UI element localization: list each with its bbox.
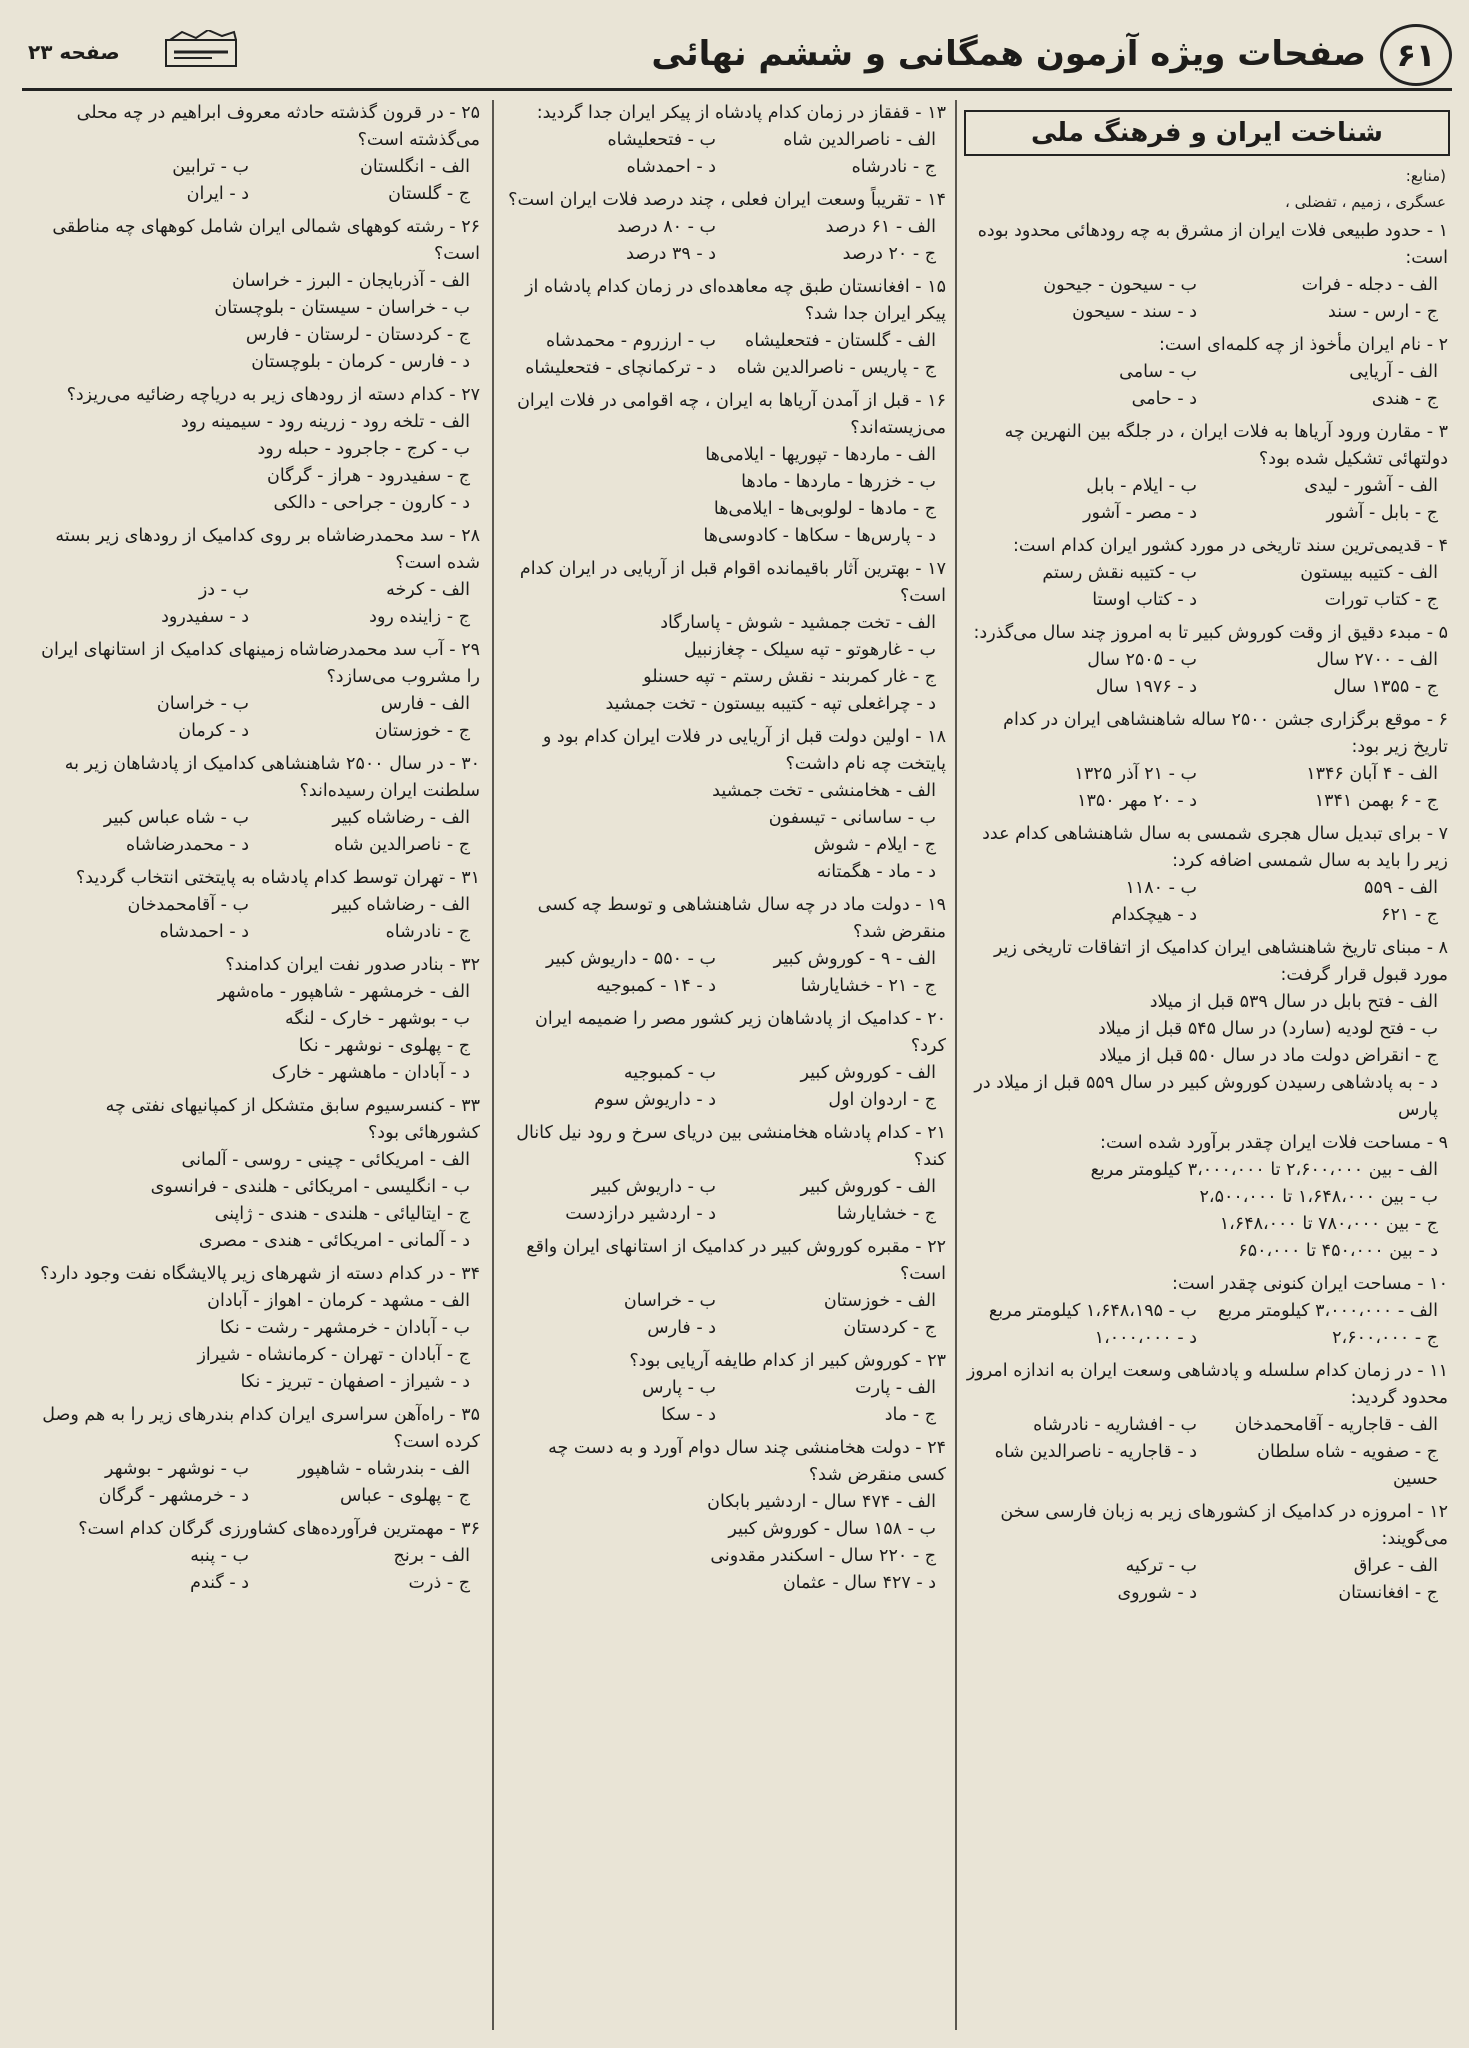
- question-options: [966, 560, 1448, 614]
- question-options: [966, 1157, 1448, 1265]
- question-text: ۱۳ - قفقاز در زمان کدام پادشاه از پیکر ایران جدا گردید:: [536, 103, 946, 123]
- question-text: ۲۷ - کدام دسته از رودهای زیر به دریاچه رضائیه می‌ریزد؟: [66, 385, 480, 405]
- column-divider: [955, 100, 957, 2030]
- answer-option: ج - ناصرالدین شاه: [334, 835, 470, 855]
- question-options: [506, 1375, 946, 1429]
- answer-option: الف - کوروش کبیر: [800, 1063, 936, 1083]
- answer-option: ج - آبادان - تهران - کرمانشاه - شیراز: [197, 1345, 470, 1365]
- answer-option: ب - خراسان: [156, 694, 249, 714]
- question-item: [506, 1348, 946, 1429]
- answer-option: د - پارس‌ها - سکاها - کادوسی‌ها: [703, 526, 936, 546]
- question-options: [38, 892, 480, 946]
- question-text: ۷ - برای تبدیل سال هجری شمسی به سال شاهنشاهی کدام عدد زیر را باید به سال شمسی اضافه کرد:: [982, 824, 1448, 871]
- answer-option: ب - ساسانی - تیسفون: [768, 808, 936, 828]
- question-options: [506, 1174, 946, 1228]
- question-item: [506, 1006, 946, 1114]
- answer-option: ج - افغانستان: [1338, 1583, 1438, 1603]
- question-options: [38, 1147, 480, 1255]
- question-text: ۲۱ - کدام پادشاه هخامنشی بین دریای سرخ و رود نیل کانال کند؟: [516, 1123, 946, 1170]
- question-options: [966, 647, 1448, 701]
- question-item: [506, 724, 946, 886]
- page-label: صفحه ۲۳: [28, 40, 120, 64]
- question-text: ۱۲ - امروزه در کدامیک از کشورهای زیر به زبان فارسی سخن می‌گویند:: [1000, 1502, 1448, 1549]
- answer-option: ج - ماد: [884, 1405, 936, 1425]
- question-item: [38, 100, 480, 208]
- question-text: ۴ - قدیمی‌ترین سند تاریخی در مورد کشور ایران کدام است:: [1013, 536, 1448, 556]
- answer-option: ج - ۲۲۰ سال - اسکندر مقدونی: [710, 1546, 936, 1566]
- answer-option: الف - هخامنشی - تخت جمشید: [712, 781, 936, 801]
- answer-option: الف - ۴ آبان ۱۳۴۶: [1306, 764, 1438, 784]
- answer-option: الف - تلخه رود - زرینه رود - سیمینه رود: [180, 412, 470, 432]
- question-item: [966, 935, 1448, 1124]
- answer-option: ب - ترکیه: [1125, 1556, 1197, 1576]
- answer-option: ب - افشاریه - نادرشاه: [1033, 1415, 1197, 1435]
- question-item: [38, 1093, 480, 1255]
- answer-option: الف - ۴۷۴ سال - اردشیر بابکان: [707, 1492, 936, 1512]
- question-item: [506, 1234, 946, 1342]
- answer-option: ج - انقراض دولت ماد در سال ۵۵۰ قبل از میلاد: [1098, 1046, 1438, 1066]
- answer-option: ب - ارزروم - محمدشاه: [546, 331, 716, 351]
- question-text: ۵ - مبدء دقیق از وقت کوروش کبیر تا به امروز چند سال می‌گذرد:: [973, 623, 1448, 643]
- answer-option: ب - پارس: [642, 1378, 716, 1398]
- answer-option: الف - خرمشهر - شاهپور - ماه‌شهر: [217, 982, 470, 1002]
- question-options: [506, 1489, 946, 1597]
- answer-option: د - سفیدرود: [161, 607, 249, 627]
- answer-option: د - محمدرضاشاه: [125, 835, 249, 855]
- question-item: [506, 274, 946, 382]
- question-item: [506, 556, 946, 718]
- answer-option: ج - نادرشاه: [851, 157, 936, 177]
- question-text: ۳۳ - کنسرسیوم سابق متشکل از کمپانیهای نفتی چه کشورهائی بود؟: [105, 1096, 480, 1143]
- question-text: ۸ - مبنای تاریخ شاهنشاهی ایران کدامیک از اتفاقات تاریخی زیر مورد قبول قرار گرفت:: [994, 938, 1448, 985]
- answer-option: ب - بین ۱،۶۴۸،۰۰۰ تا ۲،۵۰۰،۰۰۰: [1199, 1187, 1438, 1207]
- answer-option: ج - هندی: [1371, 389, 1438, 409]
- answer-option: ب - انگلیسی - امریکائی - هلندی - فرانسوی: [150, 1177, 470, 1197]
- question-text: ۱۵ - افغانستان طبق چه معاهده‌ای در زمان کدام پادشاه از پیکر ایران جدا شد؟: [525, 277, 946, 324]
- answer-option: ب - ایلام - بابل: [1086, 476, 1197, 496]
- answer-option: ج - خوزستان: [374, 721, 470, 741]
- answer-option: ج - سفیدرود - هراز - گرگان: [267, 466, 470, 486]
- answer-option: الف - کوروش کبیر: [800, 1177, 936, 1197]
- question-text: ۳۴ - در کدام دسته از شهرهای زیر پالایشگاه نفت وجود دارد؟: [40, 1264, 480, 1284]
- answer-option: ب - ۲۵۰۵ سال: [1087, 650, 1197, 670]
- question-options: [966, 473, 1448, 527]
- answer-option: ب - کمبوجیه: [623, 1063, 716, 1083]
- answer-option: الف - ۳،۰۰۰،۰۰۰ کیلومتر مربع: [1218, 1301, 1438, 1321]
- answer-option: د - ۱،۰۰۰،۰۰۰: [1094, 1328, 1197, 1348]
- section-title: شناخت ایران و فرهنگ ملی: [964, 110, 1450, 156]
- question-options: [506, 442, 946, 550]
- question-text: ۳ - مقارن ورود آریاها به فلات ایران ، در جلگه بین النهرین چه دولتهائی تشکیل شده بود؟: [1004, 422, 1448, 469]
- question-item: [38, 1261, 480, 1396]
- answer-option: ج - بین ۷۸۰،۰۰۰ تا ۱،۶۴۸،۰۰۰: [1219, 1214, 1438, 1234]
- answer-option: ج - گلستان: [388, 184, 470, 204]
- question-text: ۲۰ - کدامیک از پادشاهان زیر کشور مصر را ضمیمه ایران کرد؟: [535, 1009, 946, 1056]
- question-item: [966, 1358, 1448, 1493]
- question-text: ۹ - مساحت فلات ایران چقدر برآورد شده است:: [1100, 1133, 1448, 1153]
- answer-option: د - اردشیر درازدست: [565, 1204, 716, 1224]
- question-options: [38, 1288, 480, 1396]
- answer-option: ب - پنبه: [190, 1546, 249, 1566]
- question-item: [966, 1271, 1448, 1352]
- answer-option: ب - ۸۰ درصد: [617, 217, 716, 237]
- masthead-emblem-icon: [162, 30, 240, 74]
- answer-option: ب - شاه عباس کبیر: [103, 808, 249, 828]
- answer-option: د - شیراز - اصفهان - تبریز - نکا: [240, 1372, 470, 1392]
- answer-option: ب - ۵۵۰ - داریوش کبیر: [545, 949, 716, 969]
- answer-option: ب - نوشهر - بوشهر: [105, 1459, 249, 1479]
- answer-option: الف - آریایی: [1349, 362, 1438, 382]
- page-number-badge: ۶۱: [1380, 24, 1452, 86]
- answer-option: الف - خوزستان: [823, 1291, 936, 1311]
- question-options: [506, 946, 946, 1000]
- answer-option: الف - عراق: [1353, 1556, 1438, 1576]
- answer-option: ج - پهلوی - نوشهر - نکا: [298, 1036, 470, 1056]
- answer-option: د - ایران: [186, 184, 249, 204]
- answer-option: ب - کرج - جاجرود - حبله رود: [257, 439, 470, 459]
- question-text: ۱۹ - دولت ماد در چه سال شاهنشاهی و توسط چه کسی منقرض شد؟: [537, 895, 946, 942]
- question-options: [966, 989, 1448, 1124]
- question-options: [38, 154, 480, 208]
- answer-option: الف - آشور - لیدی: [1304, 476, 1438, 496]
- question-options: [38, 577, 480, 631]
- answer-option: الف - ۵۵۹: [1364, 878, 1438, 898]
- answer-option: د - ترکمانچای - فتحعلیشاه: [525, 358, 716, 378]
- answer-option: د - آلمانی - امریکائی - هندی - مصری: [198, 1231, 470, 1251]
- question-text: ۲۹ - آب سد محمدرضاشاه زمینهای کدامیک از استانهای ایران را مشروب می‌سازد؟: [41, 640, 480, 687]
- answer-option: د - خرمشهر - گرگان: [98, 1486, 249, 1506]
- answer-option: د - ۱۴ - کمبوجیه: [596, 976, 716, 996]
- question-options: [38, 409, 480, 517]
- answer-option: ج - زاینده رود: [369, 607, 470, 627]
- answer-option: د - کتاب اوستا: [1092, 590, 1197, 610]
- question-text: ۲۳ - کوروش کبیر از کدام طایفه آریایی بود؟: [629, 1351, 946, 1371]
- answer-option: ج - مادها - لولوبی‌ها - ایلامی‌ها: [713, 499, 936, 519]
- answer-option: ج - ایتالیائی - هلندی - هندی - ژاپنی: [214, 1204, 470, 1224]
- answer-option: ب - خزرها - ماردها - مادها: [741, 472, 936, 492]
- answer-option: ج - ارس - سند: [1328, 302, 1438, 322]
- column-left: [34, 100, 484, 2030]
- answer-option: ج - ۲۱ - خشایارشا: [800, 976, 936, 996]
- question-options: [38, 805, 480, 859]
- question-item: [506, 892, 946, 1000]
- answer-option: ب - ۱۱۸۰: [1125, 878, 1197, 898]
- question-item: [38, 637, 480, 745]
- question-options: [506, 214, 946, 268]
- question-options: [38, 691, 480, 745]
- question-item: [506, 388, 946, 550]
- question-item: [966, 620, 1448, 701]
- question-item: [966, 821, 1448, 929]
- page-title: صفحات ویژه آزمون همگانی و ششم نهائی: [651, 34, 1366, 74]
- question-item: [966, 1130, 1448, 1265]
- page-header: [22, 24, 1452, 91]
- question-text: ۱۷ - بهترین آثار باقیمانده اقوام قبل از آریایی در ایران کدام است؟: [519, 559, 946, 606]
- answer-option: د - ۱۹۷۶ سال: [1095, 677, 1197, 697]
- question-item: [38, 865, 480, 946]
- answer-option: ب - خراسان: [623, 1291, 716, 1311]
- answer-option: د - ۳۹ درصد: [626, 244, 716, 264]
- answer-option: ب - ۲۱ آذر ۱۳۲۵: [1074, 764, 1197, 784]
- answer-option: د - ۴۲۷ سال - عثمان: [782, 1573, 936, 1593]
- answer-option: الف - فارس: [380, 694, 470, 714]
- answer-option: الف - ۲۷۰۰ سال: [1316, 650, 1438, 670]
- answer-option: ب - غارهوتو - تپه سیلک - چغازنبیل: [683, 640, 936, 660]
- answer-option: د - چراغعلی تپه - کتیبه بیستون - تخت جمشید: [605, 694, 936, 714]
- answer-option: د - کارون - جراحی - دالکی: [273, 493, 470, 513]
- question-item: [966, 419, 1448, 527]
- answer-option: د - احمدشاه: [159, 922, 249, 942]
- answer-option: ج - پهلوی - عباس: [339, 1486, 470, 1506]
- question-item: [38, 523, 480, 631]
- question-text: ۲۶ - رشته کوههای شمالی ایران شامل کوههای چه مناطقی است؟: [52, 217, 480, 264]
- column-divider: [492, 100, 494, 2030]
- question-options: [966, 272, 1448, 326]
- question-options: [966, 1298, 1448, 1352]
- answer-option: ج - کردستان - لرستان - فارس: [245, 325, 470, 345]
- answer-option: ج - اردوان اول: [828, 1090, 936, 1110]
- question-options: [506, 127, 946, 181]
- answer-option: الف - پارت: [855, 1378, 936, 1398]
- question-item: [38, 751, 480, 859]
- answer-option: الف - گلستان - فتحعلیشاه: [745, 331, 936, 351]
- question-item: [38, 382, 480, 517]
- answer-option: د - حامی: [1131, 389, 1197, 409]
- column-middle: [502, 100, 950, 2030]
- question-text: ۱۰ - مساحت ایران کنونی چقدر است:: [1172, 1274, 1448, 1294]
- question-item: [506, 187, 946, 268]
- answer-option: الف - رضاشاه کبیر: [332, 808, 470, 828]
- question-options: [38, 268, 480, 376]
- column-right: [962, 100, 1452, 2030]
- answer-option: الف - کرخه: [386, 580, 470, 600]
- answer-option: الف - بندرشاه - شاهپور: [297, 1459, 470, 1479]
- question-options: [38, 1456, 480, 1510]
- question-text: ۲ - نام ایران مأخوذ از چه کلمه‌ای است:: [1158, 335, 1448, 355]
- answer-option: الف - ۹ - کوروش کبیر: [773, 949, 936, 969]
- question-item: [966, 707, 1448, 815]
- answer-option: ب - کتیبه نقش رستم: [1042, 563, 1197, 583]
- answer-option: د - شوروی: [1117, 1583, 1197, 1603]
- question-text: ۱ - حدود طبیعی فلات ایران از مشرق به چه رودهائی محدود بوده است:: [977, 221, 1448, 268]
- question-options: [506, 610, 946, 718]
- answer-option: ب - خراسان - سیستان - بلوچستان: [214, 298, 470, 318]
- answer-option: د - ۲۰ مهر ۱۳۵۰: [1077, 791, 1197, 811]
- answer-option: ب - آبادان - خرمشهر - رشت - نکا: [219, 1318, 470, 1338]
- question-item: [966, 533, 1448, 614]
- question-options: [966, 761, 1448, 815]
- answer-option: ج - نادرشاه: [385, 922, 470, 942]
- question-options: [966, 1412, 1448, 1493]
- answer-option: الف - ۶۱ درصد: [825, 217, 936, 237]
- answer-option: د - قاجاریه - ناصرالدین شاه: [994, 1442, 1197, 1462]
- question-options: [38, 1543, 480, 1597]
- question-item: [506, 100, 946, 181]
- answer-option: الف - فتح بابل در سال ۵۳۹ قبل از میلاد: [1149, 992, 1438, 1012]
- question-options: [506, 778, 946, 886]
- answer-option: ب - فتح لودیه (سارد) در سال ۵۴۵ قبل از میلاد: [1098, 1019, 1438, 1039]
- source-label: (منابع:: [1405, 167, 1446, 185]
- answer-option: ج - کردستان: [843, 1318, 936, 1338]
- question-options: [506, 1288, 946, 1342]
- question-item: [966, 1499, 1448, 1607]
- answer-option: الف - امریکائی - چینی - روسی - آلمانی: [181, 1150, 470, 1170]
- answer-option: د - داریوش سوم: [594, 1090, 716, 1110]
- answer-option: ج - پاریس - ناصرالدین شاه: [736, 358, 936, 378]
- question-text: ۳۵ - راه‌آهن سراسری ایران کدام بندرهای زیر را به هم وصل کرده است؟: [42, 1405, 480, 1452]
- answer-option: ب - ۱۵۸ سال - کوروش کبیر: [728, 1519, 936, 1539]
- answer-option: الف - دجله - فرات: [1301, 275, 1438, 295]
- answer-option: ب - سامی: [1119, 362, 1197, 382]
- question-text: ۲۲ - مقبره کوروش کبیر در کدامیک از استانهای ایران واقع است؟: [526, 1237, 946, 1284]
- answer-option: د - به پادشاهی رسیدن کوروش کبیر در سال ۵۵۹ قبل از میلاد در پارس: [974, 1073, 1438, 1120]
- answer-option: د - سند - سیحون: [1072, 302, 1197, 322]
- answer-option: د - مصر - آشور: [1083, 503, 1197, 523]
- answer-option: ب - بوشهر - خارک - لنگه: [284, 1009, 470, 1029]
- answer-option: الف - ناصرالدین شاه: [783, 130, 936, 150]
- question-options: [966, 875, 1448, 929]
- question-text: ۱۶ - قبل از آمدن آریاها به ایران ، چه اقوامی در فلات ایران می‌زیسته‌اند؟: [517, 391, 946, 438]
- answer-option: الف - قاجاریه - آقامحمدخان: [1234, 1415, 1438, 1435]
- question-text: ۲۵ - در قرون گذشته حادثه معروف ابراهیم در چه محلی می‌گذشته است؟: [76, 103, 480, 150]
- answer-option: ب - دز: [198, 580, 249, 600]
- question-options: [38, 979, 480, 1087]
- question-text: ۳۰ - در سال ۲۵۰۰ شاهنشاهی کدامیک از پادشاهان زیر به سلطنت ایران رسیده‌اند؟: [64, 754, 480, 801]
- answer-option: ج - کتاب تورات: [1324, 590, 1438, 610]
- question-options: [966, 1553, 1448, 1607]
- answer-option: د - هیچکدام: [1111, 905, 1197, 925]
- question-text: ۱۱ - در زمان کدام سلسله و پادشاهی وسعت ایران به اندازه امروز محدود گردید:: [966, 1361, 1448, 1408]
- answer-option: ج - ایلام - شوش: [813, 835, 936, 855]
- answer-option: ج - بابل - آشور: [1326, 503, 1438, 523]
- answer-option: ج - غار کمربند - نقش رستم - تپه حسنلو: [643, 667, 936, 687]
- answer-option: ج - ذرت: [408, 1573, 470, 1593]
- question-text: ۲۸ - سد محمدرضاشاه بر روی کدامیک از رودهای زیر بسته شده است؟: [55, 526, 480, 573]
- answer-option: د - فارس: [647, 1318, 716, 1338]
- answer-option: الف - انگلستان: [359, 157, 470, 177]
- question-text: ۲۴ - دولت هخامنشی چند سال دوام آورد و به دست چه کسی منقرض شد؟: [548, 1438, 946, 1485]
- question-item: [38, 214, 480, 376]
- answer-option: ج - ۶ بهمن ۱۳۴۱: [1314, 791, 1438, 811]
- answer-option: الف - آذربایجان - البرز - خراسان: [231, 271, 470, 291]
- answer-option: ب - فتحعلیشاه: [607, 130, 716, 150]
- question-text: ۳۶ - مهمترین فرآورده‌های کشاورزی گرگان کدام است؟: [78, 1519, 480, 1539]
- question-item: [38, 1516, 480, 1597]
- answer-option: ب - داریوش کبیر: [591, 1177, 716, 1197]
- question-text: ۶ - موقع برگزاری جشن ۲۵۰۰ ساله شاهنشاهی ایران در کدام تاریخ زیر بود:: [1003, 710, 1448, 757]
- question-item: [966, 332, 1448, 413]
- question-item: [38, 1402, 480, 1510]
- answer-option: ج - ۲،۶۰۰،۰۰۰: [1332, 1328, 1438, 1348]
- answer-option: الف - بین ۲،۶۰۰،۰۰۰ تا ۳،۰۰۰،۰۰۰ کیلومتر مربع: [1090, 1160, 1438, 1180]
- question-text: ۱۴ - تقریباً وسعت ایران فعلی ، چند درصد فلات ایران است؟: [508, 190, 946, 210]
- question-options: [966, 359, 1448, 413]
- answer-option: ج - خشایارشا: [836, 1204, 936, 1224]
- question-item: [506, 1120, 946, 1228]
- answer-option: د - سکا: [661, 1405, 716, 1425]
- answer-option: د - کرمان: [178, 721, 249, 741]
- question-item: [506, 1435, 946, 1597]
- question-text: ۱۸ - اولین دولت قبل از آریایی در فلات ایران کدام بود و پایتخت چه نام داشت؟: [542, 727, 946, 774]
- answer-option: الف - تخت جمشید - شوش - پاسارگاد: [660, 613, 936, 633]
- answer-option: د - آبادان - ماهشهر - خارک: [271, 1063, 470, 1083]
- question-text: ۳۲ - بنادر صدور نفت ایران کدامند؟: [225, 955, 480, 975]
- answer-option: ب - ترابین: [172, 157, 249, 177]
- answer-option: ج - ۱۳۵۵ سال: [1333, 677, 1438, 697]
- answer-option: ج - ۶۲۱: [1381, 905, 1438, 925]
- answer-option: الف - برنج: [393, 1546, 470, 1566]
- answer-option: الف - مشهد - کرمان - اهواز - آبادان: [207, 1291, 470, 1311]
- answer-option: الف - ماردها - تپوریها - ایلامی‌ها: [705, 445, 936, 465]
- answer-option: د - بین ۴۵۰،۰۰۰ تا ۶۵۰،۰۰۰: [1238, 1241, 1438, 1261]
- question-item: [38, 952, 480, 1087]
- answer-option: ج - صفویه - شاه سلطان حسین: [1257, 1442, 1438, 1489]
- answer-option: الف - رضاشاه کبیر: [332, 895, 470, 915]
- answer-option: الف - کتیبه بیستون: [1300, 563, 1438, 583]
- question-options: [506, 328, 946, 382]
- source-authors: عسگری ، زمیم ، تفضلی ،: [1284, 193, 1446, 211]
- answer-option: د - ماد - هگمتانه: [816, 862, 936, 882]
- answer-option: ب - سیحون - جیحون: [1043, 275, 1197, 295]
- answer-option: ب - آقامحمدخان: [127, 895, 249, 915]
- answer-option: ب - ۱،۶۴۸،۱۹۵ کیلومتر مربع: [988, 1301, 1197, 1321]
- answer-option: د - فارس - کرمان - بلوچستان: [251, 352, 470, 372]
- answer-option: د - گندم: [190, 1573, 249, 1593]
- answer-option: د - احمدشاه: [626, 157, 716, 177]
- question-item: [966, 218, 1448, 326]
- question-options: [506, 1060, 946, 1114]
- answer-option: ج - ۲۰ درصد: [842, 244, 936, 264]
- question-text: ۳۱ - تهران توسط کدام پادشاه به پایتختی انتخاب گردید؟: [75, 868, 480, 888]
